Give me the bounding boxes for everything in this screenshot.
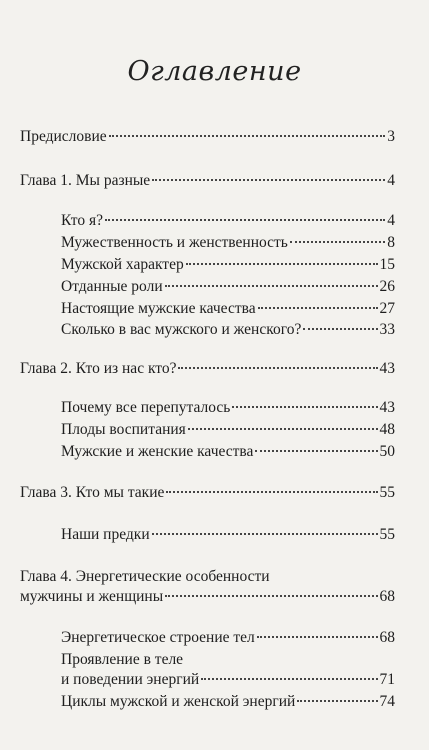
leader-dots <box>105 219 385 221</box>
entry-label: Глава 3. Кто мы такие <box>20 484 165 501</box>
leader-dots <box>178 367 377 369</box>
entry-page: 68 <box>379 629 395 646</box>
leader-dots <box>257 636 378 638</box>
entry-label: Циклы мужской и женской энергий <box>61 693 296 710</box>
entry-page: 15 <box>379 256 395 273</box>
toc-entry <box>61 277 395 297</box>
toc-entry <box>61 398 395 418</box>
toc-entry <box>61 211 395 231</box>
toc-entry <box>20 359 395 379</box>
entry-page: 8 <box>387 234 395 251</box>
entry-page: 48 <box>379 421 395 438</box>
toc-entry <box>61 525 395 545</box>
leader-dots <box>258 307 378 309</box>
toc-entry <box>61 255 395 275</box>
entry-label: Глава 2. Кто из нас кто? <box>20 360 177 377</box>
leader-dots <box>166 491 377 493</box>
entry-page: 71 <box>379 671 395 688</box>
entry-label: Кто я? <box>61 212 103 229</box>
leader-dots <box>201 678 377 680</box>
leader-dots <box>303 328 377 330</box>
leader-dots <box>290 241 385 243</box>
entry-page: 4 <box>387 172 395 189</box>
entry-page: 4 <box>387 212 395 229</box>
entry-page: 43 <box>379 399 395 416</box>
toc-entry <box>61 320 395 340</box>
entry-page: 43 <box>379 360 395 377</box>
entry-label: Наши предки <box>61 526 150 543</box>
toc-entry <box>61 233 395 253</box>
leader-dots <box>165 285 378 287</box>
entry-page: 27 <box>379 300 395 317</box>
toc-title: Оглавление <box>127 56 302 87</box>
leader-dots <box>109 135 386 137</box>
toc-entry-line: Проявление в теле <box>61 651 184 668</box>
toc-entry <box>61 670 395 690</box>
entry-label: и поведении энергий <box>61 671 200 688</box>
toc-entry <box>20 587 395 607</box>
entry-label: Глава 1. Мы разные <box>20 172 151 189</box>
leader-dots <box>165 595 377 597</box>
entry-page: 74 <box>379 693 395 710</box>
entry-label: Предисловие <box>20 128 107 145</box>
toc-entry <box>20 171 395 191</box>
entry-page: 3 <box>387 128 395 145</box>
entry-page: 33 <box>379 321 395 338</box>
entry-label: Почему все перепуталось <box>61 399 231 416</box>
entry-label: Мужские и женские качества <box>61 443 254 460</box>
entry-page: 26 <box>379 278 395 295</box>
entry-page: 68 <box>379 588 395 605</box>
entry-label: Плоды воспитания <box>61 421 186 438</box>
toc-entry <box>61 299 395 319</box>
leader-dots <box>186 263 378 265</box>
leader-dots <box>152 533 378 535</box>
toc-entry <box>61 420 395 440</box>
leader-dots <box>188 428 378 430</box>
entry-page: 55 <box>379 526 395 543</box>
toc-entry <box>61 692 395 712</box>
entry-label: мужчины и женщины <box>20 588 164 605</box>
leader-dots <box>232 406 377 408</box>
entry-label: Настоящие мужские качества <box>61 300 256 317</box>
entry-label: Сколько в вас мужского и женского? <box>61 321 302 338</box>
entry-page: 50 <box>379 443 395 460</box>
leader-dots <box>255 450 377 452</box>
entry-label: Энергетическое строение тел <box>61 629 255 646</box>
entry-label: Мужской характер <box>61 256 184 273</box>
entry-label: Мужественность и женственность <box>61 234 288 251</box>
toc-entry <box>61 442 395 462</box>
toc-entry <box>61 628 395 648</box>
leader-dots <box>297 700 377 702</box>
toc-entry-line: Глава 4. Энергетические особенности <box>20 568 270 585</box>
entry-page: 55 <box>379 484 395 501</box>
toc-entry <box>20 127 395 147</box>
entry-label: Отданные роли <box>61 278 163 295</box>
leader-dots <box>152 179 385 181</box>
toc-entry <box>20 483 395 503</box>
